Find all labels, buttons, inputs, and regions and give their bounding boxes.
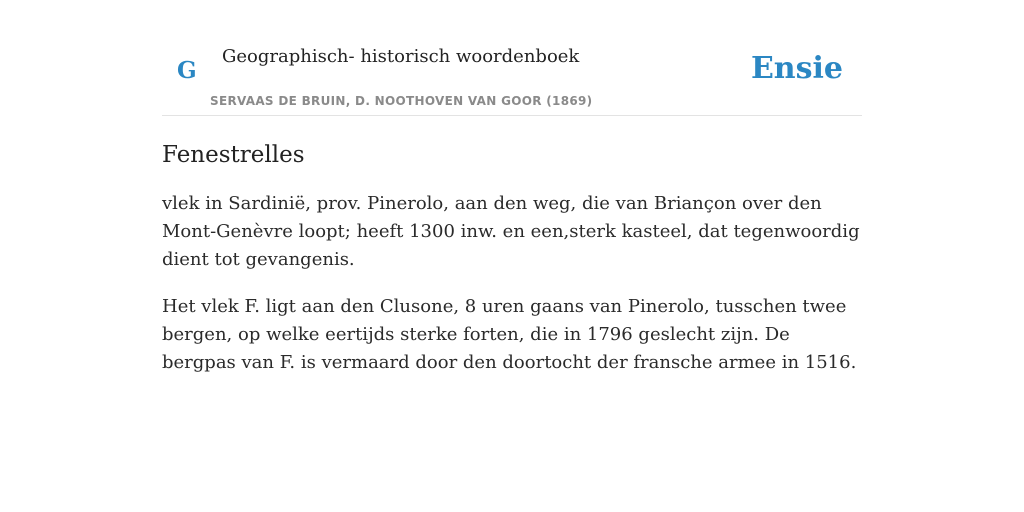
ensie-logo-link[interactable]: Ensie [750, 51, 843, 86]
entry-body [162, 190, 862, 377]
entry-title: Fenestrelles [162, 142, 305, 168]
entry-paragraph: vlek in Sardinië, prov. Pinerolo, aan den weg, die van Briançon over den Mont-Genèvre loopt; heeft 1300 inw. en een,sterk kasteel, dat tegenwoordig dient tot gevangenis. [162, 193, 860, 270]
book-authors: SERVAAS DE BRUIN, D. NOOTHOVEN VAN GOOR (1869) [210, 94, 593, 108]
book-title-link[interactable]: Geographisch- historisch woordenboek [222, 46, 580, 67]
book-header [162, 40, 862, 116]
entry-paragraph: Het vlek F. ligt aan den Clusone, 8 uren gaans van Pinerolo, tusschen twee bergen, op welke eertijds sterke forten, die in 1796 geslecht zijn. De bergpas van F. is vermaard door den doortocht der fransche armee in 1516. [162, 296, 857, 373]
page-container [162, 0, 862, 377]
book-logo-link[interactable]: G [177, 57, 197, 84]
